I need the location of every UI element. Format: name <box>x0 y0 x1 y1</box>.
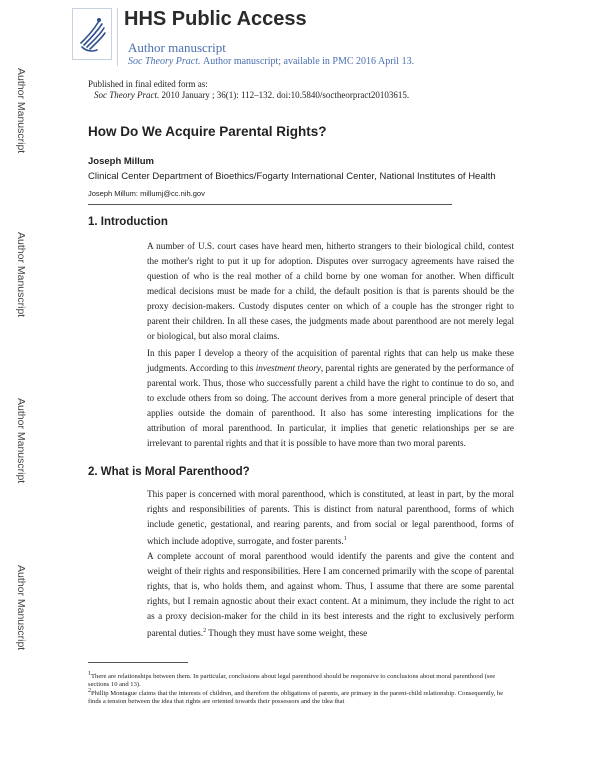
availability-text: Author manuscript; available in PMC 2016 April 13. <box>203 56 415 67</box>
footnote: $^2$Phillip Montague claims that the interests of children, and therefore the obligations of parents, are primary in the parent-child relationship. Consequently, he finds a tension between the idea that rights are oriented towards their possessors and the idea that <box>88 688 504 706</box>
published-label: Published in final edited form as: <box>88 79 208 89</box>
section-heading-introduction: 1. Introduction <box>88 216 168 228</box>
paragraph: This paper is concerned with moral parenthood, which is constituted, at least in part, by the moral rights and responsibilities of parents. This is distinct from natural parenthood, forms of which include genetic, gestational, and rearing parents, and from social or legal parenthood, forms of which include adoptive, surrogate, and foster parents.$^1$ <box>147 489 514 547</box>
footnote-number: 2 <box>88 688 91 694</box>
paragraph: In this paper I develop a theory of the acquisition of parental rights that can help us make these judgments. According to this investment theory, parental rights are generated by the performance of parental work. Thus, those who successfully parent a child have the right to continue to do so, and to exclude others from so doing. The account derives from a more general principle of desert that applies outside the domain of parenthood. It also has some interesting implications for the attribution of moral parenthood. In particular, it implies that genetic relationships per se are irrelevant to parental rights and that it is possible to have more than two moral parents. <box>147 348 514 448</box>
divider <box>88 204 452 205</box>
article-title: How Do We Acquire Parental Rights? <box>88 124 327 139</box>
emphasis: investment theory <box>255 363 321 373</box>
hhs-title: HHS Public Access <box>124 8 307 30</box>
paragraph: A number of U.S. court cases have heard men, hitherto strangers to their biological child, contest the mother's right to put it up for adoption. Disputes over surrogacy agreements have raised the question of who is the real mother of a child borne by one woman for another. When difficult medical decisions must be made for a child, the default position is that is parents should be the proxy decision-makers. Custody disputes center on which of a couple has the stronger right to parent their children. In all these cases, the judgments made about parenthood are not merely legal or biological, but also moral claims. <box>147 241 514 341</box>
availability-citation <box>128 56 414 67</box>
author-affiliation: Clinical Center Department of Bioethics/Fogarty International Center, National Institutes of Health <box>88 171 496 182</box>
manuscript-type: Author manuscript <box>128 40 226 55</box>
sidebar-label: Author Manuscript <box>15 68 27 154</box>
paragraph: A complete account of moral parenthood would identify the parents and give the content and weight of their rights and responsibilities. Here I am concerned primarily with the scope of parental rights, that is, who holds them, and against whom. Thus, I assume that there are some parental rights, but I remain agnostic about their exact content. At a minimum, they include the right to act as a proxy decision-maker for the child in its best interests and the right to exclusively perform parental duties.$^2$ Though they must have some weight, these <box>147 551 514 639</box>
sidebar-label: Author Manuscript <box>15 398 27 484</box>
footnote-divider <box>88 662 188 663</box>
sidebar-label: Author Manuscript <box>15 232 27 318</box>
footnote-ref[interactable]: 1 <box>343 536 347 542</box>
published-details: 2010 January ; 36(1): 112–132. doi:10.5840/soctheorpract20103615. <box>161 90 410 100</box>
footnote-number: 1 <box>88 671 91 677</box>
left-margin-sidebar <box>0 0 38 776</box>
published-citation <box>94 90 409 100</box>
section-heading-moral-parenthood: 2. What is Moral Parenthood? <box>88 466 250 478</box>
hhs-logo <box>72 8 112 60</box>
footnote-ref[interactable]: 2 <box>203 628 207 634</box>
footnote: $^1$There are relationships between them. In particular, conclusions about legal parenthood should be responsive to conclusions about moral parenthood (see sections 10 and 13). <box>88 671 496 689</box>
author-email[interactable]: Joseph Millum: millumj@cc.nih.gov <box>88 189 205 198</box>
journal-name: Soc Theory Pract. <box>128 56 201 67</box>
author-name: Joseph Millum <box>88 156 154 167</box>
sidebar-label: Author Manuscript <box>15 565 27 651</box>
published-journal: Soc Theory Pract. <box>94 90 160 100</box>
hhs-eagle-icon <box>73 9 111 59</box>
header-divider <box>117 8 118 66</box>
